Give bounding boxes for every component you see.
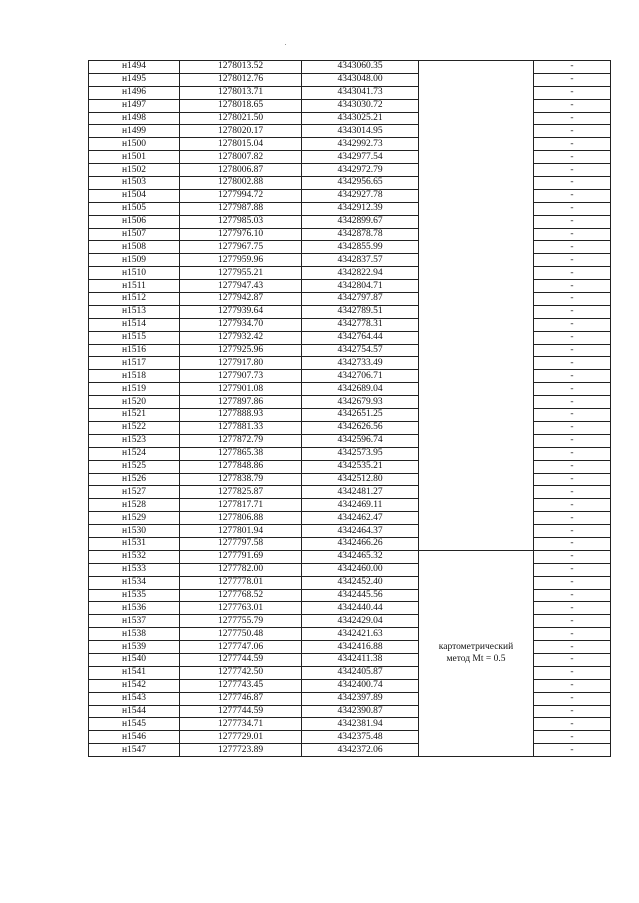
dash-cell: - bbox=[534, 73, 611, 86]
method-label bbox=[419, 641, 533, 665]
dash-cell: - bbox=[534, 99, 611, 112]
y-coordinate-cell: 4342972.79 bbox=[302, 164, 419, 177]
y-coordinate-cell: 4342429.04 bbox=[302, 615, 419, 628]
point-id-cell: н1509 bbox=[89, 254, 180, 267]
x-coordinate-cell: 1277947.43 bbox=[180, 280, 302, 293]
coordinates-table bbox=[88, 60, 611, 757]
y-coordinate-cell: 4342440.44 bbox=[302, 602, 419, 615]
dash-cell: - bbox=[534, 434, 611, 447]
x-coordinate-cell: 1277939.64 bbox=[180, 305, 302, 318]
point-id-cell: н1521 bbox=[89, 409, 180, 422]
y-coordinate-cell: 4342837.57 bbox=[302, 254, 419, 267]
x-coordinate-cell: 1278018.65 bbox=[180, 99, 302, 112]
y-coordinate-cell: 4342977.54 bbox=[302, 151, 419, 164]
x-coordinate-cell: 1277747.06 bbox=[180, 641, 302, 654]
point-id-cell: н1530 bbox=[89, 525, 180, 538]
x-coordinate-cell: 1277782.00 bbox=[180, 563, 302, 576]
point-id-cell: н1543 bbox=[89, 692, 180, 705]
x-coordinate-cell: 1277925.96 bbox=[180, 344, 302, 357]
point-id-cell: н1513 bbox=[89, 305, 180, 318]
x-coordinate-cell: 1277917.80 bbox=[180, 357, 302, 370]
x-coordinate-cell: 1277959.96 bbox=[180, 254, 302, 267]
table-row bbox=[89, 61, 611, 74]
dash-cell: - bbox=[534, 202, 611, 215]
point-id-cell: н1494 bbox=[89, 61, 180, 74]
x-coordinate-cell: 1278015.04 bbox=[180, 138, 302, 151]
dash-cell: - bbox=[534, 61, 611, 74]
x-coordinate-cell: 1277763.01 bbox=[180, 602, 302, 615]
point-id-cell: н1529 bbox=[89, 512, 180, 525]
y-coordinate-cell: 4343030.72 bbox=[302, 99, 419, 112]
y-coordinate-cell: 4343025.21 bbox=[302, 112, 419, 125]
x-coordinate-cell: 1277778.01 bbox=[180, 576, 302, 589]
point-id-cell: н1547 bbox=[89, 744, 180, 757]
coordinates-table-body bbox=[89, 61, 611, 757]
dash-cell: - bbox=[534, 331, 611, 344]
point-id-cell: н1500 bbox=[89, 138, 180, 151]
y-coordinate-cell: 4342411.38 bbox=[302, 653, 419, 666]
point-id-cell: н1499 bbox=[89, 125, 180, 138]
y-coordinate-cell: 4342462.47 bbox=[302, 512, 419, 525]
point-id-cell: н1496 bbox=[89, 86, 180, 99]
dash-cell: - bbox=[534, 512, 611, 525]
point-id-cell: н1519 bbox=[89, 383, 180, 396]
point-id-cell: н1536 bbox=[89, 602, 180, 615]
y-coordinate-cell: 4342573.95 bbox=[302, 447, 419, 460]
y-coordinate-cell: 4342596.74 bbox=[302, 434, 419, 447]
y-coordinate-cell: 4342956.65 bbox=[302, 177, 419, 190]
y-coordinate-cell: 4342912.39 bbox=[302, 202, 419, 215]
x-coordinate-cell: 1277797.58 bbox=[180, 537, 302, 550]
point-id-cell: н1518 bbox=[89, 370, 180, 383]
point-id-cell: н1508 bbox=[89, 241, 180, 254]
dash-cell: - bbox=[534, 499, 611, 512]
x-coordinate-cell: 1277897.86 bbox=[180, 396, 302, 409]
dash-cell: - bbox=[534, 744, 611, 757]
dash-cell: - bbox=[534, 602, 611, 615]
point-id-cell: н1503 bbox=[89, 177, 180, 190]
dash-cell: - bbox=[534, 177, 611, 190]
x-coordinate-cell: 1278021.50 bbox=[180, 112, 302, 125]
x-coordinate-cell: 1277743.45 bbox=[180, 679, 302, 692]
x-coordinate-cell: 1277955.21 bbox=[180, 267, 302, 280]
point-id-cell: н1520 bbox=[89, 396, 180, 409]
x-coordinate-cell: 1278006.87 bbox=[180, 164, 302, 177]
point-id-cell: н1501 bbox=[89, 151, 180, 164]
dash-cell: - bbox=[534, 267, 611, 280]
y-coordinate-cell: 4342992.73 bbox=[302, 138, 419, 151]
y-coordinate-cell: 4342797.87 bbox=[302, 293, 419, 306]
x-coordinate-cell: 1277987.88 bbox=[180, 202, 302, 215]
x-coordinate-cell: 1277881.33 bbox=[180, 421, 302, 434]
y-coordinate-cell: 4342899.67 bbox=[302, 215, 419, 228]
y-coordinate-cell: 4342416.88 bbox=[302, 641, 419, 654]
y-coordinate-cell: 4342469.11 bbox=[302, 499, 419, 512]
point-id-cell: н1546 bbox=[89, 731, 180, 744]
x-coordinate-cell: 1277744.59 bbox=[180, 653, 302, 666]
x-coordinate-cell: 1277801.94 bbox=[180, 525, 302, 538]
y-coordinate-cell: 4342855.99 bbox=[302, 241, 419, 254]
dash-cell: - bbox=[534, 293, 611, 306]
scan-speck bbox=[285, 44, 286, 45]
x-coordinate-cell: 1277744.59 bbox=[180, 705, 302, 718]
x-coordinate-cell: 1277994.72 bbox=[180, 189, 302, 202]
point-id-cell: н1525 bbox=[89, 460, 180, 473]
dash-cell: - bbox=[534, 718, 611, 731]
x-coordinate-cell: 1277742.50 bbox=[180, 666, 302, 679]
y-coordinate-cell: 4342778.31 bbox=[302, 318, 419, 331]
y-coordinate-cell: 4342689.04 bbox=[302, 383, 419, 396]
point-id-cell: н1533 bbox=[89, 563, 180, 576]
dash-cell: - bbox=[534, 653, 611, 666]
dash-cell: - bbox=[534, 357, 611, 370]
point-id-cell: н1505 bbox=[89, 202, 180, 215]
point-id-cell: н1537 bbox=[89, 615, 180, 628]
dash-cell: - bbox=[534, 705, 611, 718]
point-id-cell: н1504 bbox=[89, 189, 180, 202]
y-coordinate-cell: 4342381.94 bbox=[302, 718, 419, 731]
dash-cell: - bbox=[534, 112, 611, 125]
y-coordinate-cell: 4342397.89 bbox=[302, 692, 419, 705]
y-coordinate-cell: 4342651.25 bbox=[302, 409, 419, 422]
method-cell bbox=[419, 550, 534, 756]
y-coordinate-cell: 4342679.93 bbox=[302, 396, 419, 409]
y-coordinate-cell: 4342626.56 bbox=[302, 421, 419, 434]
point-id-cell: н1523 bbox=[89, 434, 180, 447]
point-id-cell: н1512 bbox=[89, 293, 180, 306]
x-coordinate-cell: 1277755.79 bbox=[180, 615, 302, 628]
dash-cell: - bbox=[534, 666, 611, 679]
x-coordinate-cell: 1277746.87 bbox=[180, 692, 302, 705]
y-coordinate-cell: 4343041.73 bbox=[302, 86, 419, 99]
x-coordinate-cell: 1277934.70 bbox=[180, 318, 302, 331]
point-id-cell: н1506 bbox=[89, 215, 180, 228]
dash-cell: - bbox=[534, 615, 611, 628]
y-coordinate-cell: 4342733.49 bbox=[302, 357, 419, 370]
dash-cell: - bbox=[534, 318, 611, 331]
point-id-cell: н1522 bbox=[89, 421, 180, 434]
x-coordinate-cell: 1277888.93 bbox=[180, 409, 302, 422]
x-coordinate-cell: 1277817.71 bbox=[180, 499, 302, 512]
x-coordinate-cell: 1277838.79 bbox=[180, 473, 302, 486]
y-coordinate-cell: 4342927.78 bbox=[302, 189, 419, 202]
dash-cell: - bbox=[534, 228, 611, 241]
y-coordinate-cell: 4342372.06 bbox=[302, 744, 419, 757]
x-coordinate-cell: 1277907.73 bbox=[180, 370, 302, 383]
y-coordinate-cell: 4342878.78 bbox=[302, 228, 419, 241]
y-coordinate-cell: 4343014.95 bbox=[302, 125, 419, 138]
x-coordinate-cell: 1278020.17 bbox=[180, 125, 302, 138]
y-coordinate-cell: 4342822.94 bbox=[302, 267, 419, 280]
dash-cell: - bbox=[534, 280, 611, 293]
x-coordinate-cell: 1277976.10 bbox=[180, 228, 302, 241]
dash-cell: - bbox=[534, 550, 611, 563]
x-coordinate-cell: 1277791.69 bbox=[180, 550, 302, 563]
x-coordinate-cell: 1277932.42 bbox=[180, 331, 302, 344]
y-coordinate-cell: 4342764.44 bbox=[302, 331, 419, 344]
point-id-cell: н1532 bbox=[89, 550, 180, 563]
dash-cell: - bbox=[534, 641, 611, 654]
x-coordinate-cell: 1277872.79 bbox=[180, 434, 302, 447]
point-id-cell: н1526 bbox=[89, 473, 180, 486]
y-coordinate-cell: 4342465.32 bbox=[302, 550, 419, 563]
method-cell-empty bbox=[419, 61, 534, 551]
x-coordinate-cell: 1277985.03 bbox=[180, 215, 302, 228]
y-coordinate-cell: 4342421.63 bbox=[302, 628, 419, 641]
y-coordinate-cell: 4342466.26 bbox=[302, 537, 419, 550]
x-coordinate-cell: 1277734.71 bbox=[180, 718, 302, 731]
x-coordinate-cell: 1278013.52 bbox=[180, 61, 302, 74]
dash-cell: - bbox=[534, 305, 611, 318]
x-coordinate-cell: 1277901.08 bbox=[180, 383, 302, 396]
x-coordinate-cell: 1277806.88 bbox=[180, 512, 302, 525]
dash-cell: - bbox=[534, 409, 611, 422]
point-id-cell: н1507 bbox=[89, 228, 180, 241]
point-id-cell: н1524 bbox=[89, 447, 180, 460]
y-coordinate-cell: 4342445.56 bbox=[302, 589, 419, 602]
point-id-cell: н1510 bbox=[89, 267, 180, 280]
y-coordinate-cell: 4342512.80 bbox=[302, 473, 419, 486]
x-coordinate-cell: 1277723.89 bbox=[180, 744, 302, 757]
dash-cell: - bbox=[534, 460, 611, 473]
point-id-cell: н1534 bbox=[89, 576, 180, 589]
dash-cell: - bbox=[534, 731, 611, 744]
y-coordinate-cell: 4343060.35 bbox=[302, 61, 419, 74]
y-coordinate-cell: 4342405.87 bbox=[302, 666, 419, 679]
point-id-cell: н1495 bbox=[89, 73, 180, 86]
y-coordinate-cell: 4342400.74 bbox=[302, 679, 419, 692]
y-coordinate-cell: 4342706.71 bbox=[302, 370, 419, 383]
x-coordinate-cell: 1277768.52 bbox=[180, 589, 302, 602]
dash-cell: - bbox=[534, 254, 611, 267]
x-coordinate-cell: 1277967.75 bbox=[180, 241, 302, 254]
point-id-cell: н1498 bbox=[89, 112, 180, 125]
point-id-cell: н1527 bbox=[89, 486, 180, 499]
method-label-line1: картометрический bbox=[438, 642, 514, 653]
point-id-cell: н1535 bbox=[89, 589, 180, 602]
y-coordinate-cell: 4342464.37 bbox=[302, 525, 419, 538]
x-coordinate-cell: 1277825.87 bbox=[180, 486, 302, 499]
y-coordinate-cell: 4342452.40 bbox=[302, 576, 419, 589]
x-coordinate-cell: 1277750.48 bbox=[180, 628, 302, 641]
y-coordinate-cell: 4342754.57 bbox=[302, 344, 419, 357]
x-coordinate-cell: 1278012.76 bbox=[180, 73, 302, 86]
dash-cell: - bbox=[534, 576, 611, 589]
point-id-cell: н1539 bbox=[89, 641, 180, 654]
point-id-cell: н1517 bbox=[89, 357, 180, 370]
y-coordinate-cell: 4342535.21 bbox=[302, 460, 419, 473]
point-id-cell: н1544 bbox=[89, 705, 180, 718]
x-coordinate-cell: 1278002.88 bbox=[180, 177, 302, 190]
point-id-cell: н1515 bbox=[89, 331, 180, 344]
dash-cell: - bbox=[534, 383, 611, 396]
point-id-cell: н1542 bbox=[89, 679, 180, 692]
dash-cell: - bbox=[534, 537, 611, 550]
point-id-cell: н1497 bbox=[89, 99, 180, 112]
dash-cell: - bbox=[534, 628, 611, 641]
point-id-cell: н1528 bbox=[89, 499, 180, 512]
dash-cell: - bbox=[534, 473, 611, 486]
dash-cell: - bbox=[534, 679, 611, 692]
dash-cell: - bbox=[534, 189, 611, 202]
point-id-cell: н1541 bbox=[89, 666, 180, 679]
dash-cell: - bbox=[534, 692, 611, 705]
dash-cell: - bbox=[534, 447, 611, 460]
y-coordinate-cell: 4342375.48 bbox=[302, 731, 419, 744]
dash-cell: - bbox=[534, 563, 611, 576]
table-row bbox=[89, 550, 611, 563]
x-coordinate-cell: 1277729.01 bbox=[180, 731, 302, 744]
method-label-line2: метод Mt = 0.5 bbox=[446, 654, 506, 665]
y-coordinate-cell: 4342481.27 bbox=[302, 486, 419, 499]
point-id-cell: н1502 bbox=[89, 164, 180, 177]
x-coordinate-cell: 1277848.86 bbox=[180, 460, 302, 473]
y-coordinate-cell: 4342390.87 bbox=[302, 705, 419, 718]
point-id-cell: н1511 bbox=[89, 280, 180, 293]
x-coordinate-cell: 1278013.71 bbox=[180, 86, 302, 99]
dash-cell: - bbox=[534, 151, 611, 164]
dash-cell: - bbox=[534, 86, 611, 99]
dash-cell: - bbox=[534, 486, 611, 499]
y-coordinate-cell: 4342460.00 bbox=[302, 563, 419, 576]
y-coordinate-cell: 4343048.00 bbox=[302, 73, 419, 86]
dash-cell: - bbox=[534, 215, 611, 228]
x-coordinate-cell: 1277942.87 bbox=[180, 293, 302, 306]
y-coordinate-cell: 4342789.51 bbox=[302, 305, 419, 318]
dash-cell: - bbox=[534, 164, 611, 177]
dash-cell: - bbox=[534, 589, 611, 602]
point-id-cell: н1540 bbox=[89, 653, 180, 666]
x-coordinate-cell: 1278007.82 bbox=[180, 151, 302, 164]
point-id-cell: н1514 bbox=[89, 318, 180, 331]
dash-cell: - bbox=[534, 138, 611, 151]
dash-cell: - bbox=[534, 421, 611, 434]
dash-cell: - bbox=[534, 396, 611, 409]
dash-cell: - bbox=[534, 241, 611, 254]
point-id-cell: н1538 bbox=[89, 628, 180, 641]
x-coordinate-cell: 1277865.38 bbox=[180, 447, 302, 460]
point-id-cell: н1516 bbox=[89, 344, 180, 357]
dash-cell: - bbox=[534, 370, 611, 383]
y-coordinate-cell: 4342804.71 bbox=[302, 280, 419, 293]
dash-cell: - bbox=[534, 525, 611, 538]
point-id-cell: н1545 bbox=[89, 718, 180, 731]
point-id-cell: н1531 bbox=[89, 537, 180, 550]
dash-cell: - bbox=[534, 344, 611, 357]
dash-cell: - bbox=[534, 125, 611, 138]
